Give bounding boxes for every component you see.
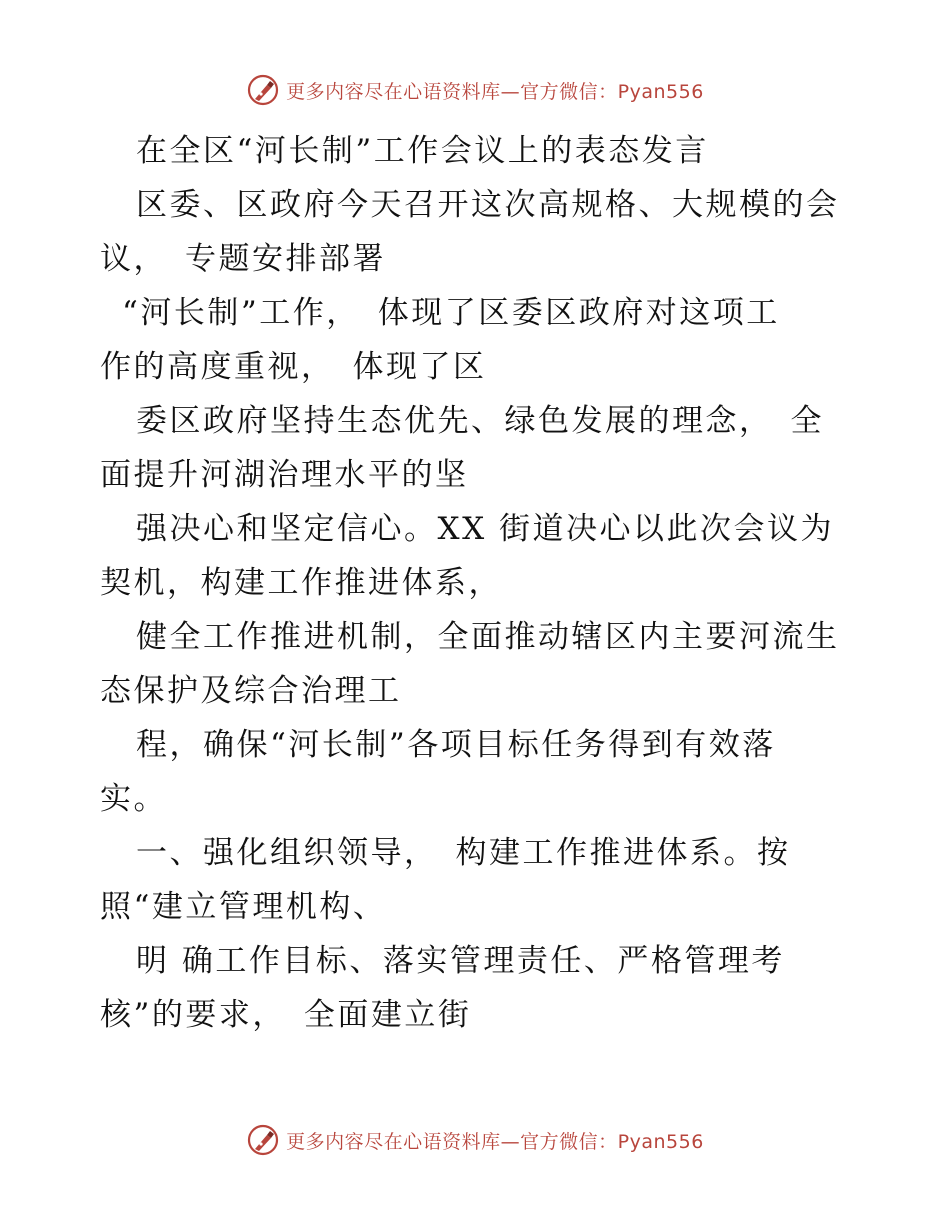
footer-watermark-banner	[0, 1120, 950, 1160]
document-title: 在全区“河长制”工作会议上的表态发言	[136, 133, 709, 169]
text-line: 议， 专题安排部署	[100, 241, 386, 277]
text-line: 核”的要求， 全面建立街	[100, 997, 472, 1033]
pen-nib-logo-icon	[246, 73, 280, 107]
text-line: 程，确保“河长制”各项目标任务得到有效落	[136, 727, 776, 763]
text-line: “河长制”工作， 体现了区委区政府对这项工	[122, 295, 780, 331]
text-line: 健全工作推进机制，全面推动辖区内主要河流生	[136, 619, 840, 655]
text-line: 照“建立管理机构、	[100, 889, 387, 925]
text-line: 作的高度重视， 体现了区	[100, 349, 487, 385]
text-line: 契机，构建工作推进体系，	[100, 565, 502, 601]
watermark-text: 更多内容尽在心语资料库—官方微信：Pyan556	[286, 1130, 704, 1153]
text-line: 明 确工作目标、落实管理责任、严格管理考	[136, 943, 785, 979]
header-watermark-banner	[0, 70, 950, 110]
text-line: 委区政府坚持生态优先、绿色发展的理念， 全	[136, 403, 824, 439]
watermark-text: 更多内容尽在心语资料库—官方微信：Pyan556	[286, 80, 704, 103]
text-line: 态保护及综合治理工	[100, 673, 402, 709]
text-line: 强决心和坚定信心。XX 街道决心以此次会议为	[136, 511, 834, 547]
text-line: 区委、区政府今天召开这次高规格、大规模的会	[136, 187, 840, 223]
pen-nib-logo-icon	[246, 1123, 280, 1157]
document-body	[100, 124, 860, 1042]
text-line: 面提升河湖治理水平的坚	[100, 457, 469, 493]
text-line: 实。	[100, 781, 167, 817]
section-heading-line: 一、强化组织领导， 构建工作推进体系。按	[136, 835, 791, 871]
